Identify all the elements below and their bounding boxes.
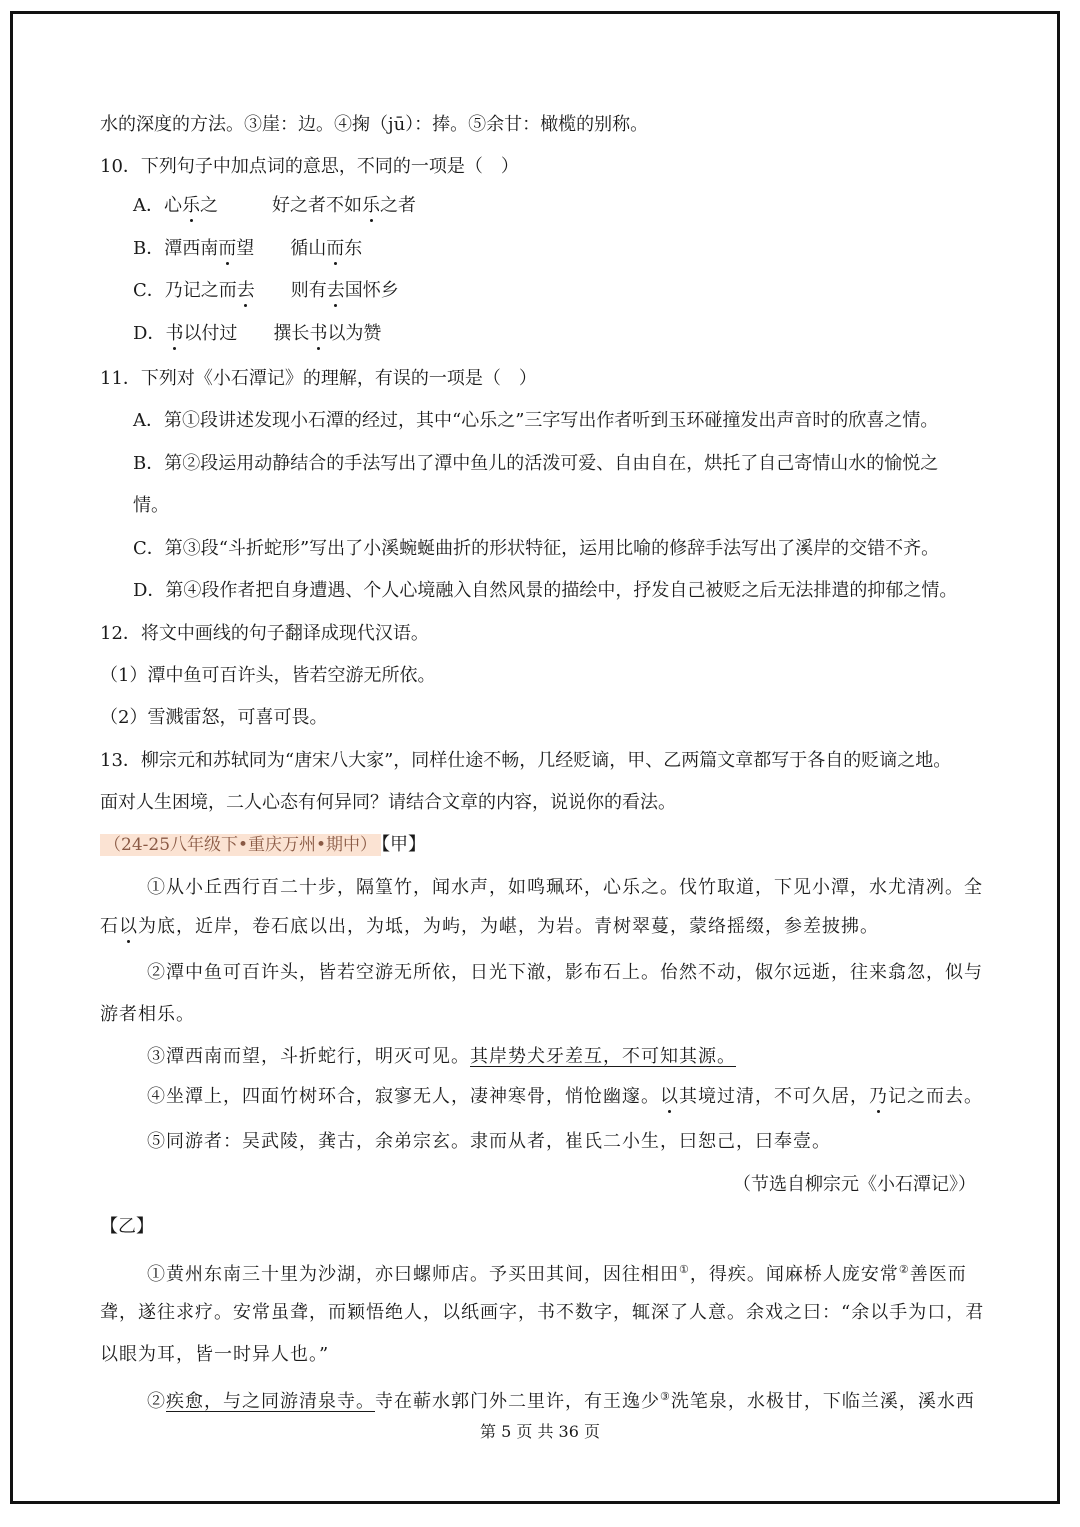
question-10-stem: 10．下列句子中加点词的意思，不同的一项是（ ） (100, 156, 519, 177)
question-12-sentence-2: （2）雪溅雷怒，可喜可畏。 (100, 707, 328, 728)
question-11-option-b-cont: 情。 (133, 495, 169, 516)
jia-paragraph-2: ②潭中鱼可百许头，皆若空游无所依，日光下澈，影布石上。佁然不动，俶尔远逝，往来翕忽，似与 (147, 962, 983, 983)
question-10-option-b: B．潭西南而望 循山而东 (133, 238, 363, 259)
question-10-option-d: D．书以付过 撰长书以为赞 (133, 323, 382, 344)
question-12-sentence-1: （1）潭中鱼可百许头，皆若空游无所依。 (100, 665, 436, 686)
underlined-sentence: 其岸势犬牙差互，不可知其源。 (470, 1046, 736, 1067)
question-13-line-2: 面对人生困境，二人心态有何异同？请结合文章的内容，说说你的看法。 (100, 792, 676, 813)
jia-paragraph-2-cont: 游者相乐。 (100, 1004, 195, 1025)
jia-source: （节选自柳宗元《小石潭记》） (733, 1174, 976, 1195)
yi-paragraph-1: ①黄州东南三十里为沙湖，亦曰螺师店。予买田其间，因往相田①，得疾。闻麻桥人庞安常②善医而 (147, 1263, 967, 1285)
question-12-stem: 12．将文中画线的句子翻译成现代汉语。 (100, 623, 429, 644)
jia-paragraph-3: ③潭西南而望，斗折蛇行，明灭可见。其岸势犬牙差互，不可知其源。 (147, 1046, 736, 1067)
question-11-stem: 11．下列对《小石潭记》的理解，有误的一项是（ ） (100, 368, 537, 389)
yi-paragraph-2: ②疾愈，与之同游清泉寺。寺在蕲水郭门外二里许，有王逸少③洗笔泉，水极甘，下临兰溪，溪水西 (147, 1390, 975, 1412)
underlined-sentence: 疾愈，与之同游清泉寺。 (166, 1391, 375, 1412)
jia-paragraph-1-cont: 石以为底，近岸，卷石底以出，为坻，为屿，为嵁，为岩。青树翠蔓，蒙络摇缀，参差披拂。 (100, 916, 879, 937)
jia-label: 【甲】 (381, 834, 427, 855)
question-10-option-a: A．心乐之 好之者不如乐之者 (133, 195, 416, 216)
page-footer: 第 5 页 共 36 页 (480, 1422, 600, 1441)
question-11-option-a: A．第①段讲述发现小石潭的经过，其中“心乐之”三字写出作者听到玉环碰撞发出声音时的欣喜之情。 (133, 410, 939, 431)
question-11-option-d: D．第④段作者把自身遭遇、个人心境融入自然风景的描绘中，抒发自己被贬之后无法排遣的抑郁之情。 (133, 580, 958, 601)
source-tag: （24-25八年级下•重庆万州•期中） (100, 834, 381, 856)
passage-jia-header (100, 833, 426, 857)
yi-paragraph-1-cont-2: 以眼为耳，皆一时异人也。” (100, 1344, 330, 1365)
question-13-line-1: 13．柳宗元和苏轼同为“唐宋八大家”，同样仕途不畅，几经贬谪，甲、乙两篇文章都写于各自的贬谪之地。 (100, 750, 952, 771)
jia-paragraph-5: ⑤同游者：吴武陵，龚古，余弟宗玄。隶而从者，崔氏二小生，曰恕己，曰奉壹。 (147, 1131, 831, 1152)
jia-paragraph-1: ①从小丘西行百二十步，隔篁竹，闻水声，如鸣珮环，心乐之。伐竹取道，下见小潭，水尤清冽。全 (147, 877, 983, 898)
notes-continuation: 水的深度的方法。③崖：边。④掬（jū）：捧。⑤余甘：橄榄的别称。 (100, 114, 649, 135)
question-11-option-c: C．第③段“斗折蛇形”写出了小溪蜿蜒曲折的形状特征，运用比喻的修辞手法写出了溪岸的交错不齐。 (133, 538, 940, 559)
yi-label: 【乙】 (100, 1216, 154, 1237)
jia-paragraph-4: ④坐潭上，四面竹树环合，寂寥无人，凄神寒骨，悄怆幽邃。以其境过清，不可久居，乃记之而去。 (147, 1086, 983, 1107)
question-11-option-b: B．第②段运用动静结合的手法写出了潭中鱼儿的活泼可爱、自由自在，烘托了自己寄情山水的愉悦之 (133, 453, 939, 474)
question-10-option-c: C．乃记之而去 则有去国怀乡 (133, 280, 399, 301)
yi-paragraph-1-cont: 聋，遂往求疗。安常虽聋，而颖悟绝人，以纸画字，书不数字，辄深了人意。余戏之曰：“余以手为口，君 (100, 1302, 985, 1323)
